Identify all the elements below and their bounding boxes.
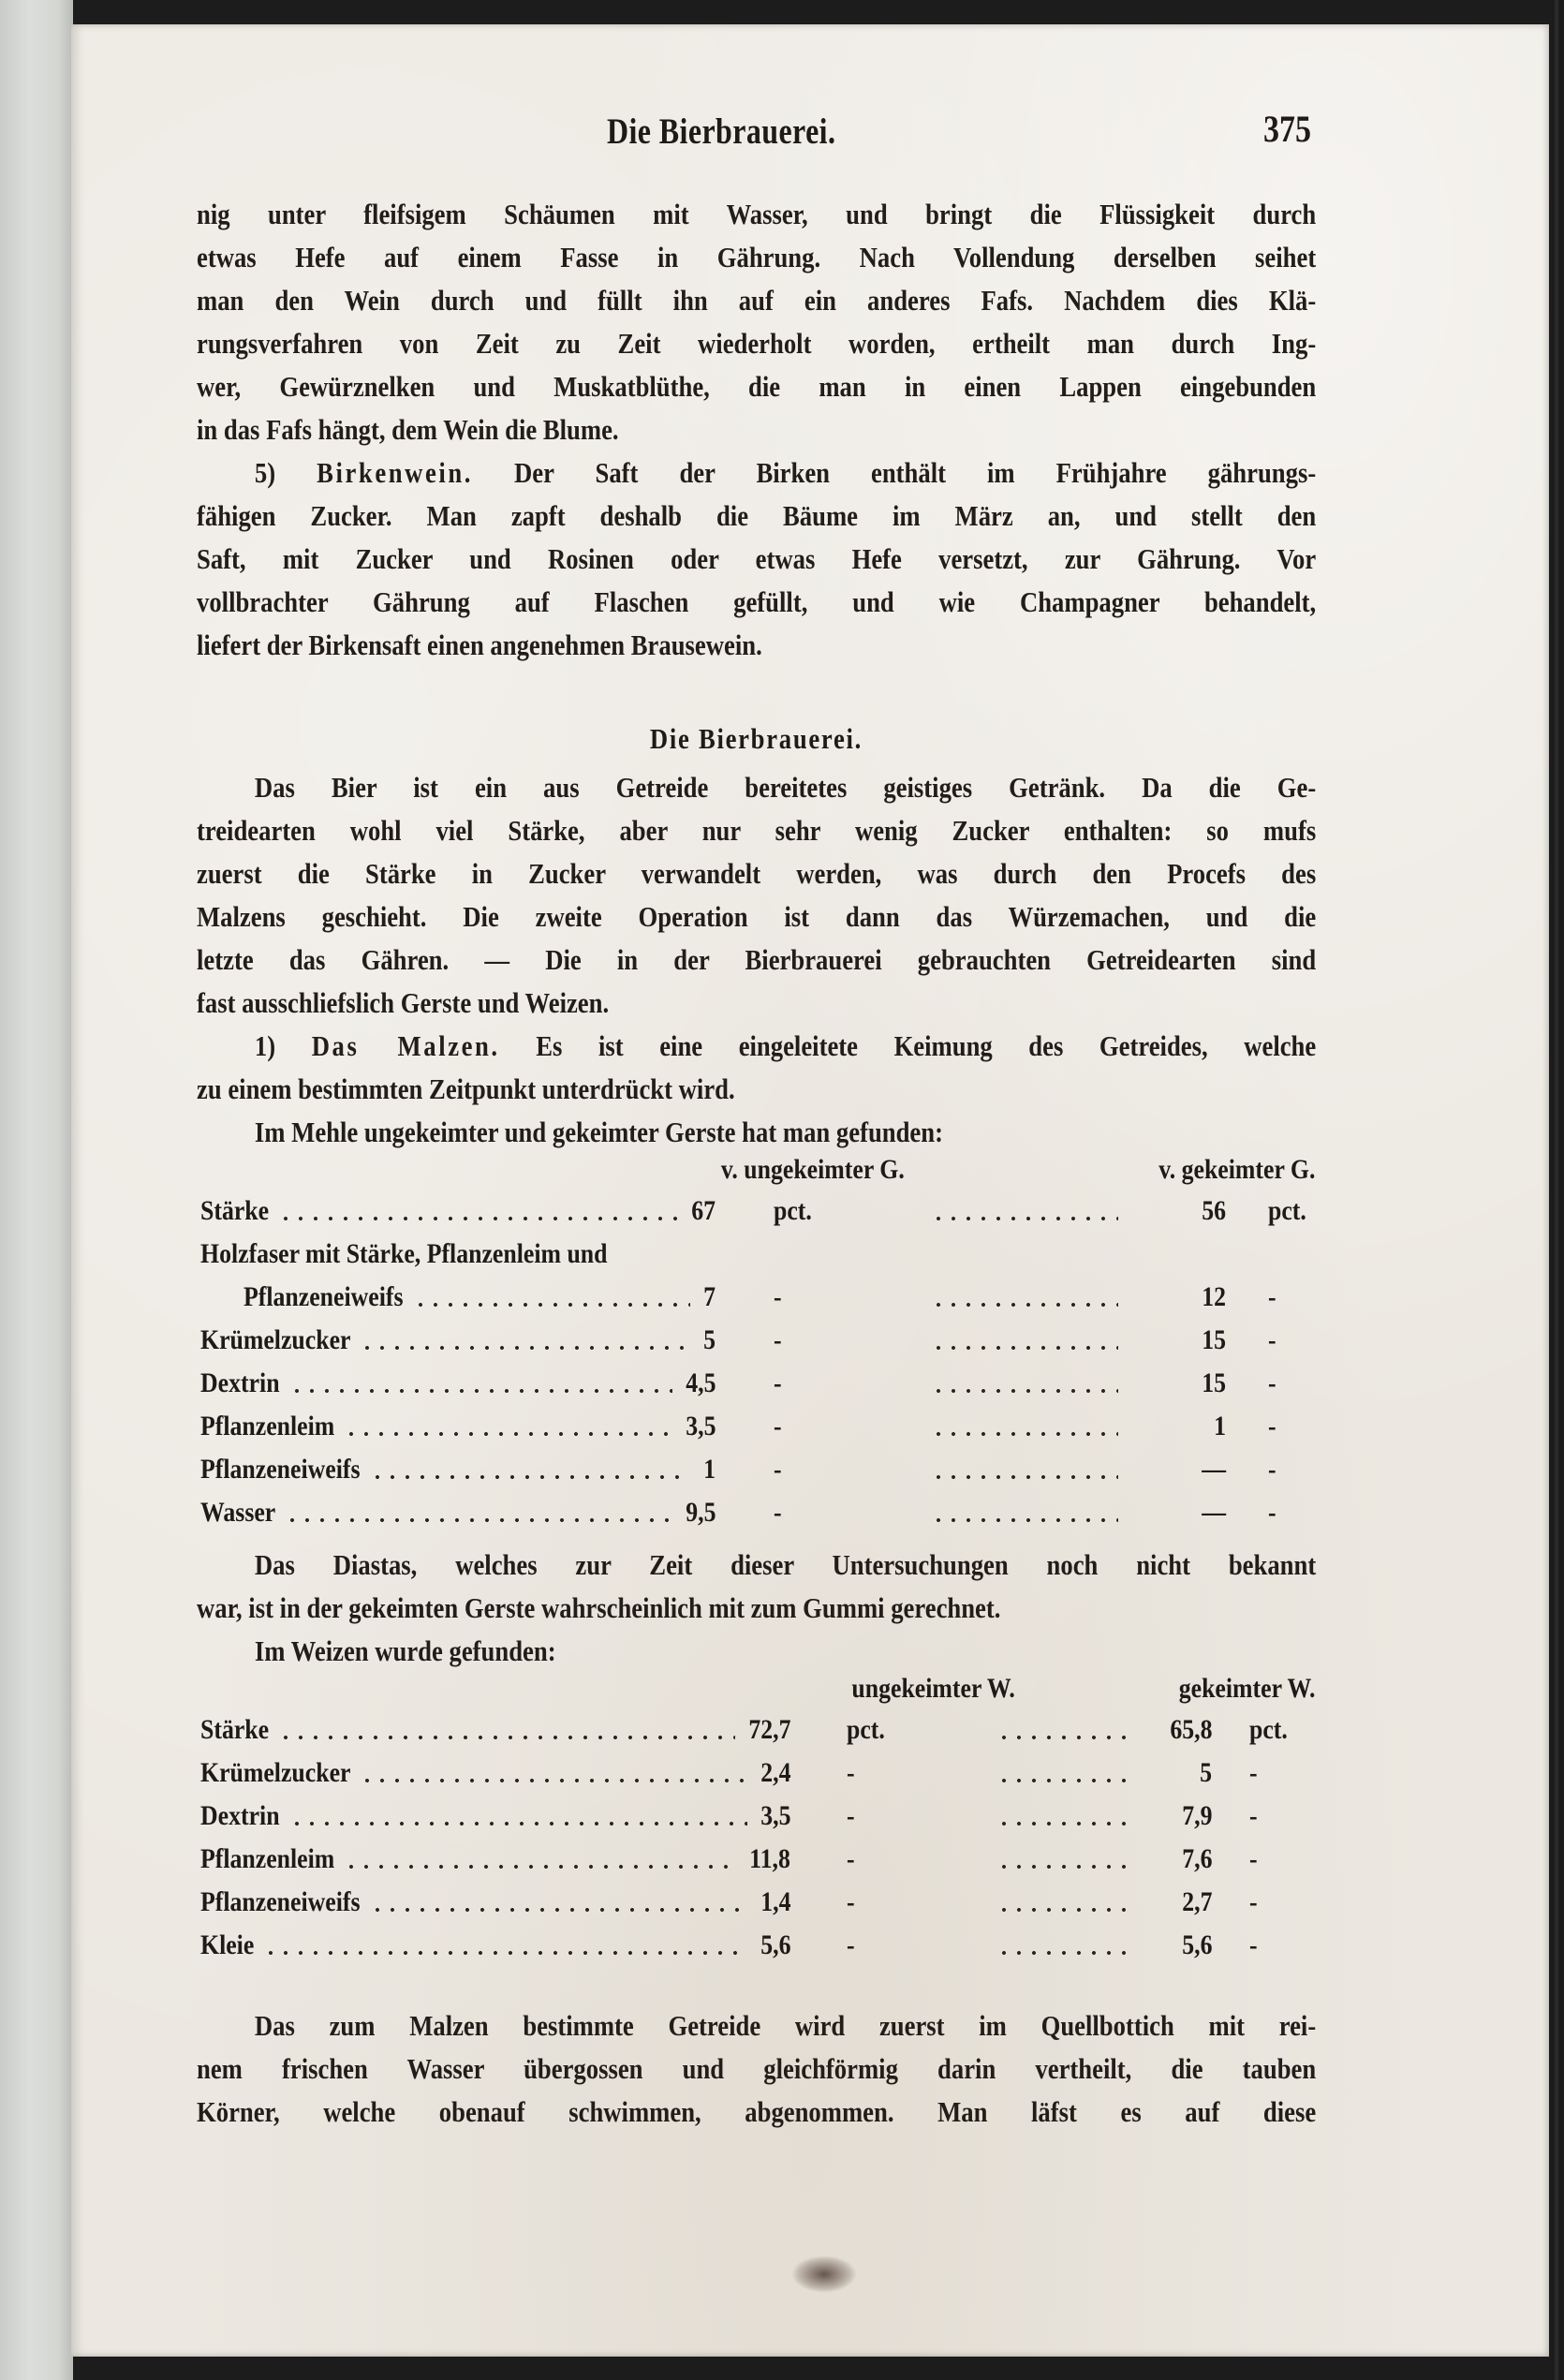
section-heading: Die Bierbrauerei.	[649, 722, 863, 755]
unit-col2: -	[1268, 1281, 1276, 1312]
table-row	[200, 1238, 1315, 1281]
text-line: Malzens geschieht. Die zweite Operation ist dann das Würzemachen, und die	[197, 900, 1317, 933]
row-label: Stärke	[200, 1714, 270, 1745]
unit-col2: -	[1249, 1886, 1258, 1917]
value-col2: —	[1202, 1497, 1226, 1528]
row-label: Holzfaser mit Stärke, Pflanzenleim und	[200, 1238, 608, 1269]
unit-col1: -	[774, 1281, 782, 1312]
value-col2: 5,6	[1181, 1929, 1212, 1960]
text-line: fähigen Zucker. Man zapft deshalb die Bäume im März an, und stellt den	[197, 499, 1317, 532]
row-label: Pflanzenleim	[200, 1411, 335, 1441]
value-col1: 11,8	[749, 1843, 790, 1874]
text-line: rungsverfahren von Zeit zu Zeit wiederholt worden, ertheilt man durch Ing-	[197, 327, 1317, 360]
row-label: Krümelzucker	[200, 1757, 351, 1788]
table-row	[200, 1454, 1315, 1497]
paragraph-diastas	[197, 1544, 1316, 1673]
dot-leader	[931, 1388, 1118, 1394]
value-col1: 3,5	[685, 1411, 716, 1441]
unit-col2: pct.	[1268, 1195, 1306, 1226]
unit-col1: -	[774, 1367, 782, 1398]
paragraph-quellbottich	[197, 2004, 1316, 2134]
row-label: Krümelzucker	[200, 1324, 351, 1355]
text-line: nig unter fleifsigem Schäumen mit Wasser, und bringt die Flüssigkeit durch	[197, 198, 1317, 230]
value-col2: —	[1202, 1454, 1226, 1485]
dot-leader	[289, 1388, 672, 1394]
value-col2: 15	[1202, 1324, 1226, 1355]
weizen-intro: Im Weizen wurde gefunden:	[254, 1634, 556, 1667]
dot-leader	[289, 1821, 747, 1826]
column-header: gekeimter W.	[1178, 1673, 1315, 1704]
value-col2: 7,6	[1181, 1843, 1212, 1874]
page-border-right	[1555, 0, 1558, 2380]
unit-col1: -	[774, 1411, 782, 1441]
table-row	[200, 1195, 1315, 1238]
unit-col2: -	[1249, 1800, 1258, 1831]
text-line: war, ist in der gekeimten Gerste wahrscheinlich mit zum Gummi gerechnet.	[197, 1591, 1001, 1624]
unit-col1: -	[774, 1497, 782, 1528]
unit-col2: -	[1268, 1411, 1276, 1441]
text-line: zuerst die Stärke in Zucker verwandelt werden, was durch den Procefs des	[197, 857, 1317, 890]
table-header	[200, 1673, 1315, 1714]
unit-col2: -	[1249, 1757, 1258, 1788]
table-row	[200, 1757, 1315, 1800]
section-bierbrauerei	[197, 712, 1316, 1025]
item-text: Der Saft der Birken enthält im Frühjahre gährungs-	[514, 456, 1317, 489]
dot-leader	[996, 1778, 1137, 1783]
unit-col2: pct.	[1249, 1714, 1288, 1745]
value-col1: 1	[703, 1454, 716, 1485]
dot-leader	[413, 1302, 691, 1308]
value-col1: 3,5	[760, 1800, 790, 1831]
unit-col1: -	[774, 1454, 782, 1485]
unit-col2: -	[1268, 1497, 1276, 1528]
dot-leader	[931, 1216, 1118, 1221]
column-header: v. ungekeimter G.	[721, 1154, 905, 1185]
unit-col1: pct.	[774, 1195, 812, 1226]
unit-col2: -	[1268, 1324, 1276, 1355]
row-label: Pflanzeneiweifs	[200, 1886, 361, 1917]
table-row	[200, 1324, 1315, 1367]
adjacent-page-edge	[0, 0, 73, 2380]
dot-leader	[370, 1907, 747, 1913]
row-label: Kleie	[200, 1929, 255, 1960]
table-row	[200, 1714, 1315, 1757]
item-term: Das Malzen.	[311, 1029, 500, 1062]
unit-col2: -	[1249, 1843, 1258, 1874]
text-line: Körner, welche obenauf schwimmen, abgenommen. Man läfst es auf diese	[197, 2095, 1317, 2128]
text-line	[197, 1025, 1316, 1068]
dot-leader	[996, 1864, 1137, 1870]
text-line: vollbrachter Gährung auf Flaschen gefüllt, und wie Champagner behandelt,	[197, 585, 1317, 618]
table-row	[200, 1886, 1315, 1929]
text-line: liefert der Birkensaft einen angenehmen Brausewein.	[197, 628, 762, 661]
dot-leader	[370, 1474, 691, 1480]
value-col1: 1,4	[760, 1886, 790, 1917]
value-col2: 15	[1202, 1367, 1226, 1398]
item-number: 1)	[254, 1029, 276, 1062]
unit-col1: -	[774, 1324, 782, 1355]
item-term: Birkenwein.	[317, 456, 474, 489]
row-label: Dextrin	[200, 1367, 280, 1398]
unit-col1: -	[847, 1800, 855, 1831]
gerste-table	[200, 1154, 1315, 1540]
unit-col1: -	[847, 1886, 855, 1917]
dot-leader	[996, 1735, 1137, 1740]
running-head	[197, 108, 1311, 167]
text-line: in das Fafs hängt, dem Wein die Blume.	[197, 413, 619, 446]
row-label: Pflanzeneiweifs	[200, 1454, 361, 1485]
value-col1: 2,4	[760, 1757, 790, 1788]
unit-col1: -	[847, 1843, 855, 1874]
table-body	[200, 1714, 1315, 1973]
column-header: ungekeimter W.	[851, 1673, 1015, 1704]
dot-leader	[931, 1345, 1118, 1351]
value-col2: 5	[1200, 1757, 1212, 1788]
row-label: Wasser	[200, 1497, 276, 1528]
page-number: 375	[1263, 108, 1311, 150]
dot-leader	[931, 1302, 1118, 1308]
dot-leader	[996, 1907, 1137, 1913]
row-label: Stärke	[200, 1195, 270, 1226]
text-line: wer, Gewürznelken und Muskatblüthe, die man in einen Lappen eingebunden	[197, 370, 1317, 403]
dot-leader	[278, 1735, 735, 1740]
text-line: Das Diastas, welches zur Zeit dieser Untersuchungen noch nicht bekannt	[254, 1548, 1317, 1581]
dot-leader	[344, 1864, 736, 1870]
paragraph-wein-continued	[197, 193, 1316, 451]
table-row	[200, 1367, 1315, 1411]
unit-col2: -	[1268, 1454, 1276, 1485]
paragraph-malzen	[197, 1025, 1316, 1154]
value-col2: 56	[1202, 1195, 1226, 1226]
weizen-table	[200, 1673, 1315, 1973]
value-col2: 2,7	[1181, 1886, 1212, 1917]
dot-leader	[360, 1778, 746, 1783]
column-header: v. gekeimter G.	[1158, 1154, 1315, 1185]
table-body	[200, 1195, 1315, 1540]
ink-stain	[791, 2255, 857, 2293]
unit-col1: pct.	[847, 1714, 885, 1745]
text-line: zu einem bestimmten Zeitpunkt unterdrückt wird.	[197, 1072, 735, 1105]
table-row	[200, 1843, 1315, 1886]
paragraph-birkenwein	[197, 451, 1316, 667]
unit-col1: -	[847, 1929, 855, 1960]
text-line: Saft, mit Zucker und Rosinen oder etwas Hefe versetzt, zur Gährung. Vor	[197, 542, 1317, 575]
text-line: Das Bier ist ein aus Getreide bereitetes geistiges Getränk. Da die Ge-	[254, 771, 1317, 804]
table-header	[200, 1154, 1315, 1195]
value-col2: 1	[1214, 1411, 1226, 1441]
unit-col2: -	[1249, 1929, 1258, 1960]
value-col1: 7	[703, 1281, 716, 1312]
value-col1: 72,7	[747, 1714, 790, 1745]
dot-leader	[285, 1517, 671, 1523]
text-line: fast ausschliefslich Gerste und Weizen.	[197, 986, 610, 1019]
value-col1: 4,5	[685, 1367, 716, 1398]
dot-leader	[360, 1345, 690, 1351]
unit-col2: -	[1268, 1367, 1276, 1398]
text-line: treidearten wohl viel Stärke, aber nur sehr wenig Zucker enthalten: so mufs	[197, 814, 1317, 847]
table-row	[200, 1281, 1315, 1324]
text-line	[197, 451, 1316, 495]
dot-leader	[931, 1474, 1118, 1480]
row-label: Pflanzenleim	[200, 1843, 335, 1874]
gerste-intro: Im Mehle ungekeimter und gekeimter Gerste hat man gefunden:	[254, 1116, 943, 1148]
value-col1: 9,5	[685, 1497, 716, 1528]
value-col1: 67	[691, 1195, 716, 1226]
table-row	[200, 1929, 1315, 1973]
text-line: Das zum Malzen bestimmte Getreide wird zuerst im Quellbottich mit rei-	[254, 2009, 1317, 2042]
value-col2: 7,9	[1181, 1800, 1212, 1831]
dot-leader	[278, 1216, 678, 1221]
table-row	[200, 1411, 1315, 1454]
dot-leader	[344, 1431, 671, 1437]
text-line: nem frischen Wasser übergossen und gleichförmig darin vertheilt, die tauben	[197, 2052, 1317, 2085]
value-col2: 12	[1202, 1281, 1226, 1312]
text-line: etwas Hefe auf einem Fasse in Gährung. Nach Vollendung derselben seihet	[197, 241, 1317, 273]
row-label: Pflanzeneiweifs	[243, 1281, 404, 1312]
dot-leader	[996, 1950, 1137, 1956]
item-number: 5)	[254, 456, 276, 489]
value-col1: 5	[703, 1324, 716, 1355]
row-label: Dextrin	[200, 1800, 280, 1831]
dot-leader	[263, 1950, 746, 1956]
table-row	[200, 1800, 1315, 1843]
running-title: Die Bierbrauerei.	[607, 111, 836, 152]
item-text: Es ist eine eingeleitete Keimung des Getreides, welche	[536, 1029, 1317, 1062]
dot-leader	[996, 1821, 1137, 1826]
unit-col1: -	[847, 1757, 855, 1788]
value-col2: 65,8	[1169, 1714, 1212, 1745]
dot-leader	[931, 1431, 1118, 1437]
text-line: letzte das Gähren. — Die in der Bierbrauerei gebrauchten Getreidearten sind	[197, 943, 1317, 976]
value-col1: 5,6	[760, 1929, 790, 1960]
table-row	[200, 1497, 1315, 1540]
text-line: man den Wein durch und füllt ihn auf ein anderes Fafs. Nachdem dies Klä-	[197, 284, 1317, 317]
dot-leader	[931, 1517, 1118, 1523]
